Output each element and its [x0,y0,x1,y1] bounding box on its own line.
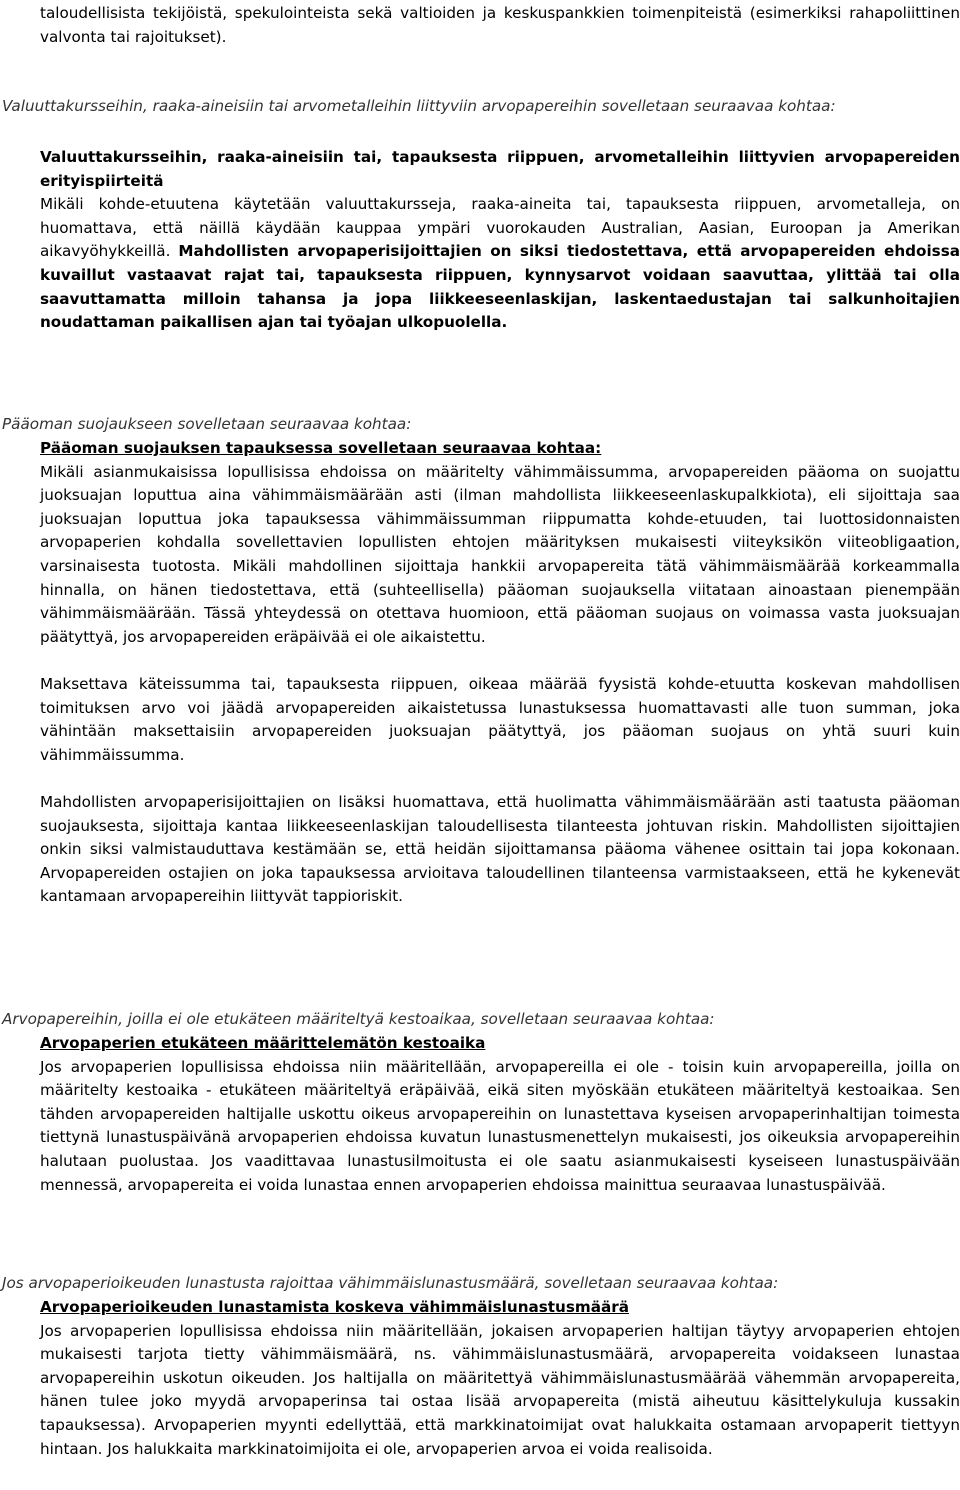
section-heading: Arvopaperien etukäteen määrittelemätön kestoaika [40,1034,486,1052]
section-heading: Valuuttakursseihin, raaka-aineisiin tai, tapauksesta riippuen, arvometalleihin liittyvien arvopapereiden erityispiirteitä [40,148,960,190]
section-undefined-term [2,1008,960,1032]
section-min-redemption-body [40,1296,960,1461]
section-capital-protection [2,413,960,437]
section-intro: Jos arvopaperioikeuden lunastusta rajoittaa vähimmäislunastusmäärä, sovelletaan seuraavaa kohtaa: [2,1274,779,1292]
section-intro: Pääoman suojaukseen sovelletaan seuraavaa kohtaa: [2,415,412,433]
section-min-redemption [2,1272,960,1296]
continued-text: taloudellisista tekijöistä, spekulointeista sekä valtioiden ja keskuspankkien toimenpiteistä (esimerkiksi rahapoliittinen valvonta tai rajoitukset). [40,4,960,46]
section-intro: Valuuttakursseihin, raaka-aineisiin tai arvometalleihin liittyviin arvopapereihin sovelletaan seuraavaa kohtaa: [2,97,836,115]
section-undefined-term-body [40,1032,960,1197]
section-heading: Arvopaperioikeuden lunastamista koskeva vähimmäislunastusmäärä [40,1298,629,1316]
section-paragraph: Mikäli asianmukaisissa lopullisissa ehdoissa on määritelty vähimmäissumma, arvopapereiden pääoma on suojattu juoksuajan loputtua aina vähimmäismäärään asti (ilman mahdollista liikkeeseenlaskupalkkiota), eli sijoittaja saa juoksuajan loputtua joka tapauksessa vähimmäissumman riippumatta kohde-etuuden, tai luottosidonnaisten arvopaperien kohdalla sovellettavien lopullisten ehtojen määrityksen mukaisesti viiteyksikön viiteobligaation, varsinaisesta tuotosta. Mikäli mahdollinen sijoittaja hankkii arvopapereita tätä vähimmäismäärää korkeammalla hinnalla, on hänen tiedostettava, että (suhteellisella) pääoman suojauksella viitataan ainoastaan pienempään vähimmäismäärään. Tässä yhteydessä on otettava huomioon, että pääoman suojaus on voimassa vasta juoksuajan päätyttyä, jos arvopapereiden eräpäivää ei ole aikaistettu. [40,462,960,646]
section-capital-protection-body [40,437,960,909]
continued-paragraph [40,2,960,49]
section-paragraph: Maksettava käteissumma tai, tapauksesta riippuen, oikeaa määrää fyysistä kohde-etuutta koskevan mahdollisen toimituksen arvo voi jäädä arvopapereiden aikaistetussa lunastuksessa huomattavasti alle tuon summan, joka vähintään maksettaisiin arvopapereiden juoksuajan päätyttyä, jos pääoman suojaus on yhtä suuri kuin vähimmäissumma. [40,674,960,764]
section-currency-body [40,146,960,335]
section-paragraph: Jos arvopaperien lopullisissa ehdoissa niin määritellään, arvopapereilla ei ole - toisin kuin arvopapereilla, joilla on määritelty kestoaika - etukäteen määriteltyä eräpäivää, eikä siten myöskään etukäteen määriteltyä kestoaikaa. Sen tähden arvopapereiden haltijalle uskottu oikeus arvopapereihin on lunastettava kyseisen arvopaperinhaltijan toimesta tiettynä lunastuspäivänä arvopaperien ehdoissa kuvatun lunastusmenettelyn mukaisesti, jos oikeuksia arvopapereihin halutaan puolustaa. Jos vaadittavaa lunastusilmoitusta ei ole saatu asianmukaisesti kyseiseen lunastuspäivään mennessä, arvopapereita ei voida lunastaa ennen arvopaperien ehdoissa mainittua seuraavaa lunastuspäivää. [40,1057,960,1194]
section-heading: Pääoman suojauksen tapauksessa sovelletaan seuraavaa kohtaa: [40,439,602,457]
section-paragraph: Mahdollisten arvopaperisijoittajien on lisäksi huomattava, että huolimatta vähimmäismäärään asti taatusta pääoman suojauksesta, sijoittaja kantaa liikkeeseenlaskijan taloudellisesta tilanteesta johtuvan riskin. Mahdollisten sijoittajien onkin siksi valmistauduttava kestämään se, että heidän sijoittamansa pääoma vähenee osittain tai jopa kokonaan. Arvopapereiden ostajien on joka tapauksessa arvioitava taloudellinen tilanteensa varmistaakseen, että he kykenevät kantamaan arvopapereihin liittyvät tappioriskit. [40,792,960,906]
paragraph-bold-text: Mahdollisten arvopaperisijoittajien on siksi tiedostettava, että arvopapereiden ehdoissa kuvaillut vastaavat rajat tai, tapauksesta riippuen, kynnysarvot voidaan saavuttaa, ylittää tai olla saavuttamatta milloin tahansa ja jopa liikkeeseenlaskijan, laskentaedustajan tai salkunhoitajien noudattaman paikallisen ajan tai työajan ulkopuolella. [40,242,960,332]
section-intro: Arvopapereihin, joilla ei ole etukäteen määriteltyä kestoaikaa, sovelletaan seuraavaa kohtaa: [2,1010,715,1028]
section-currency [2,95,960,119]
section-paragraph [40,193,960,335]
section-paragraph: Jos arvopaperien lopullisissa ehdoissa niin määritellään, jokaisen arvopaperien haltijan täytyy arvopaperien ehtojen mukaisesti tarjota tietty vähimmäismäärä, ns. vähimmäislunastusmäärä, arvopapereita voidakseen lunastaa arvopapereihin uskotun oikeuden. Jos haltijalla on määritettyä vähimmäislunastusmäärää vähemmän arvopapereita, hänen tulee joko myydä arvopaperinsa tai ostaa lisää arvopapereita (mistä aiheutuu käsittelykuluja kussakin tapauksessa). Arvopaperien myynti edellyttää, että markkinatoimijat ovat halukkaita ostamaan arvopaperit tiettyyn hintaan. Jos halukkaita markkinatoimijoita ei ole, arvopaperien arvoa ei voida realisoida. [40,1321,960,1458]
paragraph-normal-text: Mikäli kohde-etuutena käytetään valuuttakursseja, raaka-aineita tai, tapauksesta riippuen, arvometalleja, on huomattava, että näillä käydään kauppaa ympäri vuorokauden Australian, Aasian, Euroopan ja Amerikan aikavyöhykkeillä. [40,195,960,261]
